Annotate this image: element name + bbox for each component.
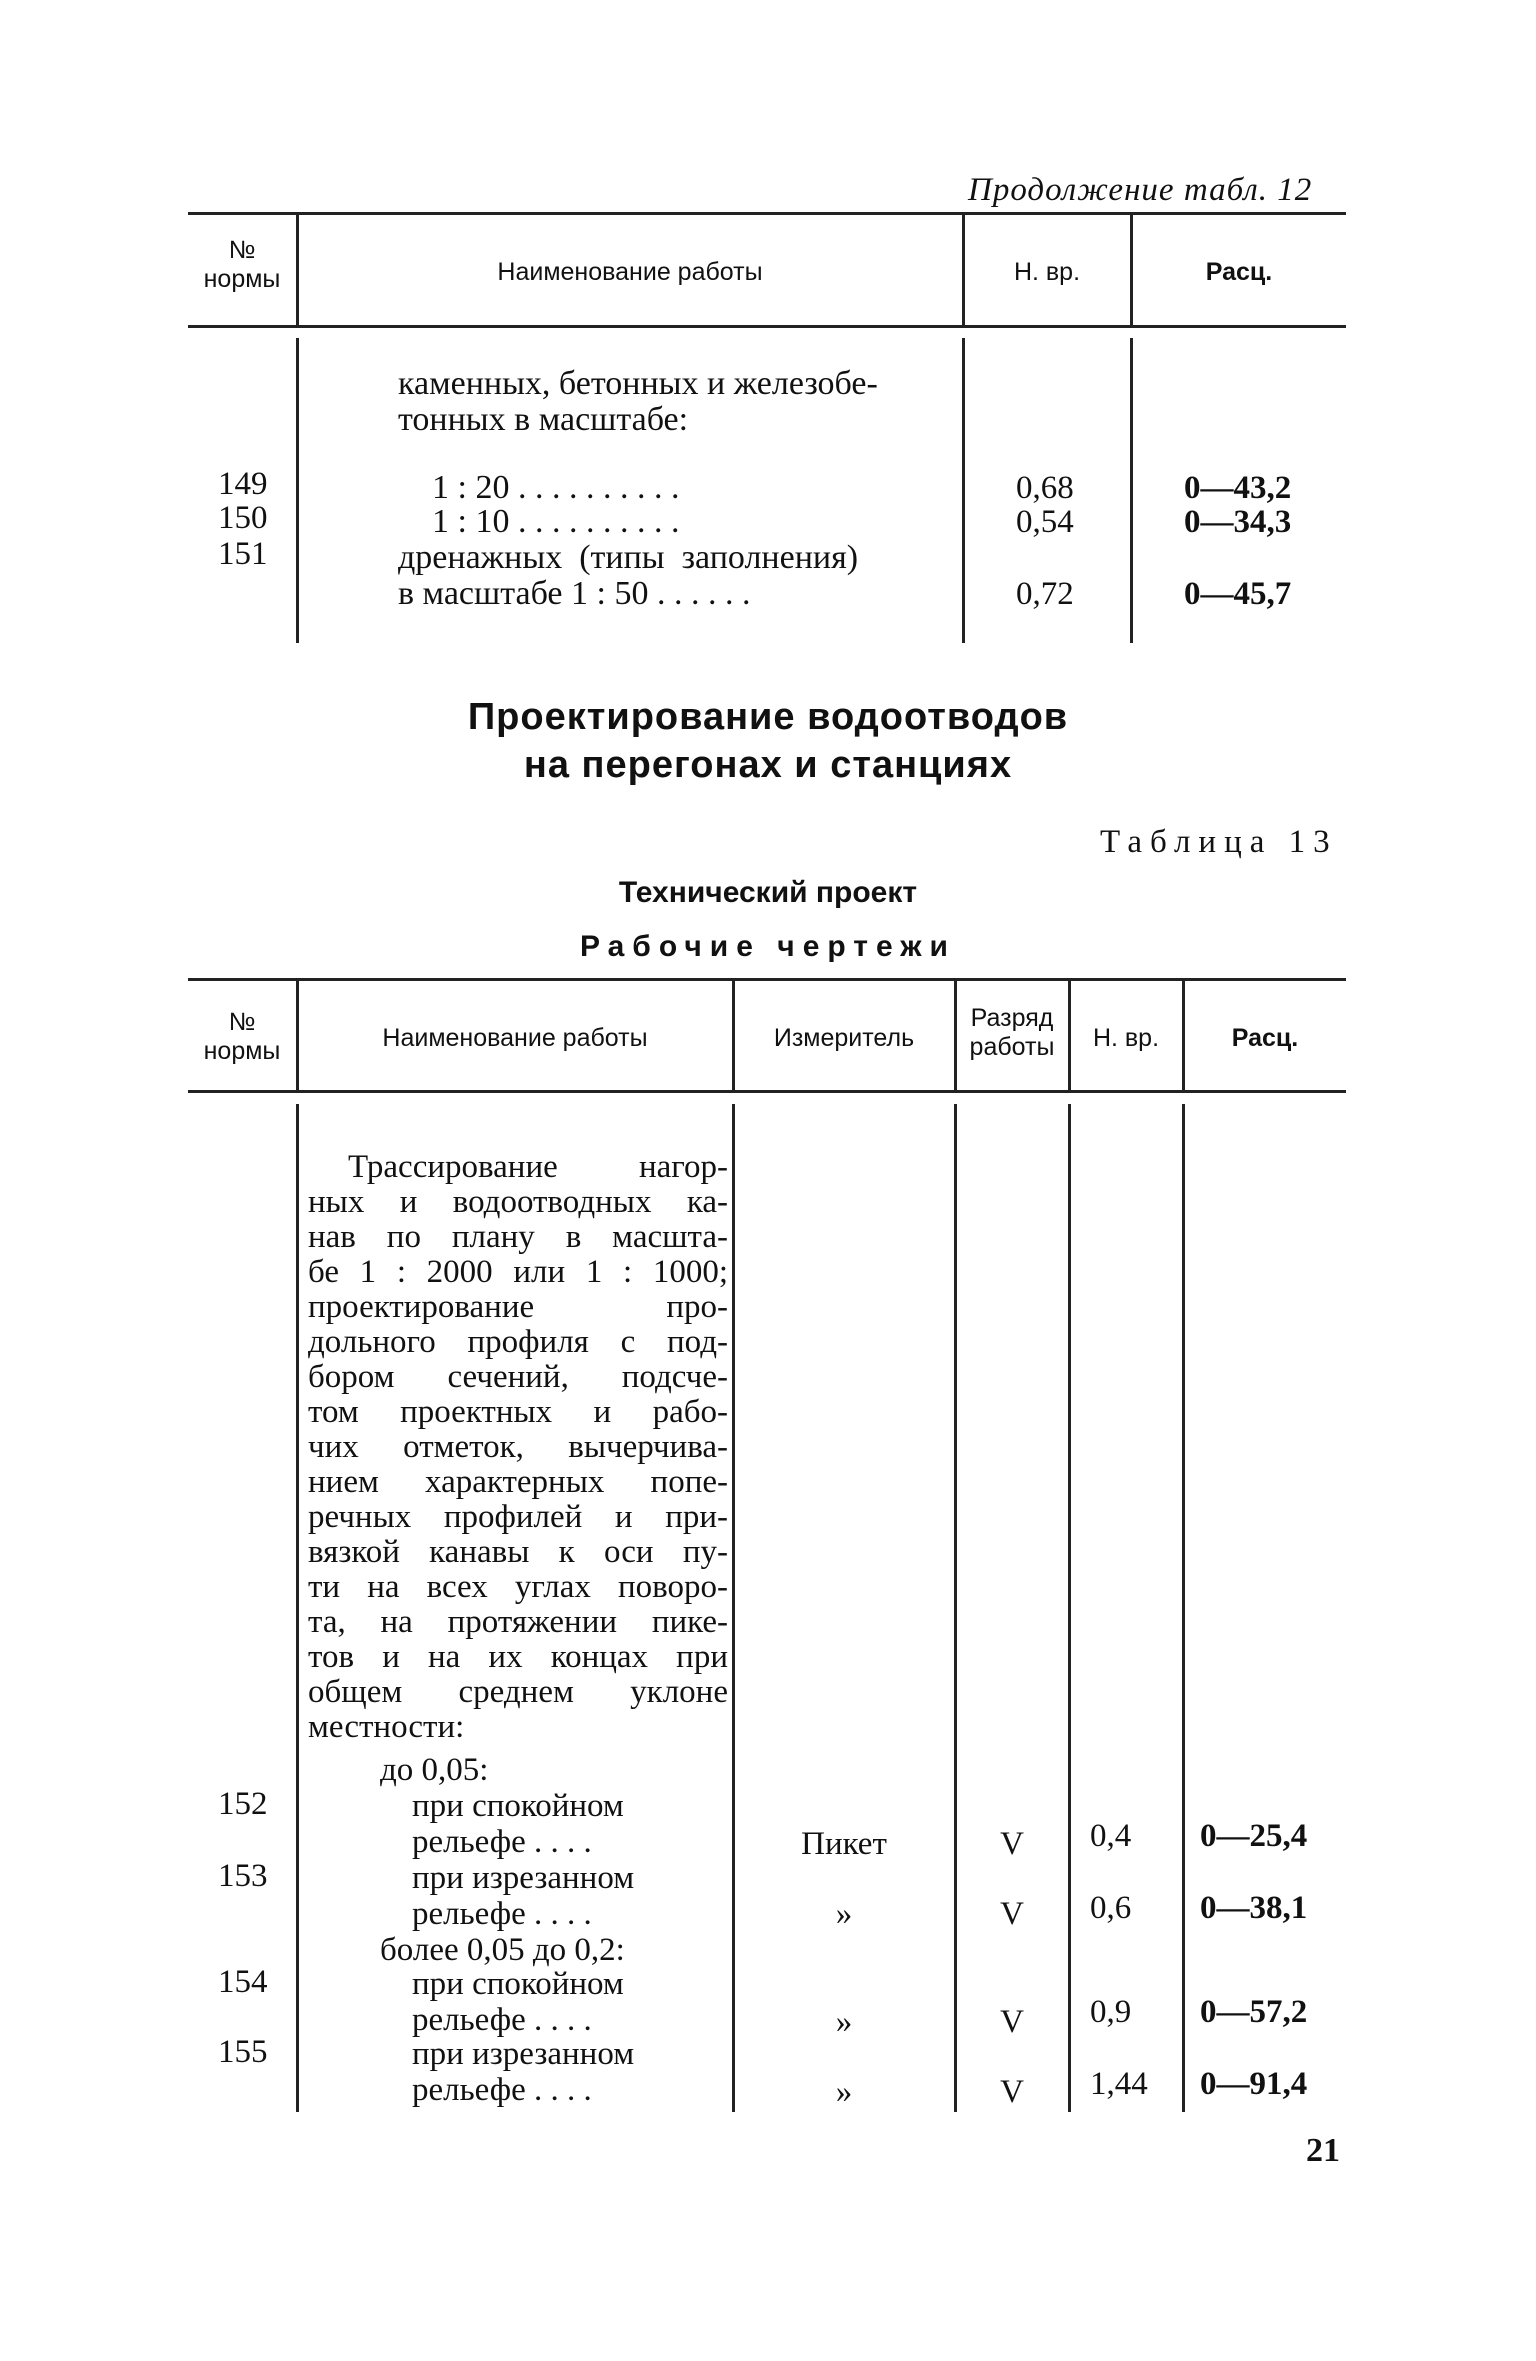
section-title-line-2: на перегонах и станциях [523,744,1013,786]
table12-row-149-label: 1 : 20 . . . . . . . . . . [432,469,680,506]
table13-row-154-meas: » [835,2004,853,2040]
description-line: тов и на их концах при [308,1639,728,1675]
table13-row-152-l2: рельефе . . . . [412,1824,592,1860]
table12-intro-line-2: тонных в масштабе: [398,401,689,438]
table13-row-152-rasc: 0—25,4 [1200,1818,1308,1854]
table12-row-151-rasc: 0—45,7 [1184,576,1292,612]
table13-row-152-hvr: 0,4 [1090,1818,1132,1854]
table13-top-rule [188,978,1346,981]
table13-row-154-grade: V [1000,2004,1024,2040]
table12-header-num: № нормы [203,236,281,293]
table12-row-149-hvr: 0,68 [1016,470,1074,506]
table12-row-151-label: дренажных (типы заполнения) [398,539,859,576]
table13-row-154-l2: рельефе . . . . [412,2002,592,2038]
table13-header-grade: Разряд работы [969,1004,1055,1061]
subtitle-technical-project: Технический проект [618,876,918,909]
table12-header-rasc: Расц. [1205,258,1273,286]
description-line: нием характерных попе- [308,1464,728,1500]
table12-header-hvr: Н. вр. [1013,258,1081,286]
table12-body-sep-1 [296,338,299,643]
table13-header-name: Наименование работы [382,1024,648,1052]
table13-body-sep-1 [296,1104,299,2112]
table13-row-154-rasc: 0—57,2 [1200,1994,1308,2030]
table12-row-149-no: 149 [218,466,268,502]
description-line: речных профилей и при- [308,1499,728,1535]
description-line: бором сечений, подсче- [308,1359,728,1395]
table13-row-154-l1: при спокойном [412,1966,624,2002]
table13-row-155-grade: V [1000,2074,1024,2110]
description-line: ных и водоотводных ка- [308,1184,728,1220]
table13-header-meas: Измеритель [773,1024,915,1052]
table13-header-rasc: Расц. [1231,1024,1299,1052]
table13-description [308,1150,728,1745]
table12-row-150-hvr: 0,54 [1016,504,1074,540]
description-line: чих отметок, вычерчива- [308,1429,728,1465]
table12-row-149-rasc: 0—43,2 [1184,470,1292,506]
table13-row-155-hvr: 1,44 [1090,2066,1148,2102]
table13-row-155-meas: » [835,2074,853,2110]
table12-body-sep-2 [962,338,965,643]
description-line: том проектных и рабо- [308,1394,728,1430]
table12-intro-line-1: каменных, бетонных и железобе- [398,365,878,402]
description-line: бе 1 : 2000 или 1 : 1000; [308,1254,728,1290]
table13-row-153-l1: при изрезанном [412,1860,635,1896]
table13-body-sep-5 [1182,1104,1185,2112]
description-line: та, на протяжении пике- [308,1604,728,1640]
description-line: нав по плану в масшта- [308,1219,728,1255]
table13-row-155-rasc: 0—91,4 [1200,2066,1308,2102]
table13-row-153-no: 153 [218,1858,268,1894]
table13-row-154-hvr: 0,9 [1090,1994,1132,2030]
description-line: вязкой канавы к оси пу- [308,1534,728,1570]
description-line: общем среднем уклоне [308,1674,728,1710]
table12-row-150-rasc: 0—34,3 [1184,504,1292,540]
description-line: ти на всех углах поворо- [308,1569,728,1605]
table12-header-name: Наименование работы [497,258,763,286]
table13-row-153-l2: рельефе . . . . [412,1896,592,1932]
table13-body-sep-2 [732,1104,735,2112]
table13-row-152-meas: Пикет [801,1826,887,1862]
table12-header-rule [188,325,1346,328]
table13-row-152-grade: V [1000,1826,1024,1862]
table13-row-155-no: 155 [218,2034,268,2070]
table12-top-rule [188,212,1346,215]
table13-row-152-no: 152 [218,1786,268,1822]
table13-row-155-l1: при изрезанном [412,2036,635,2072]
page-number: 21 [1306,2132,1340,2169]
table12-row-150-label: 1 : 10 . . . . . . . . . . [432,503,680,540]
table13-header-rule [188,1090,1346,1093]
table13-row-153-grade: V [1000,1896,1024,1932]
table13-row-153-hvr: 0,6 [1090,1890,1132,1926]
table12-row-151-hvr: 0,72 [1016,576,1074,612]
description-line: проектирование про- [308,1289,728,1325]
table13-body-sep-3 [954,1104,957,2112]
table13-row-155-l2: рельефе . . . . [412,2072,592,2108]
table12-row-151-no: 151 [218,536,268,572]
table13-group-2-label: более 0,05 до 0,2: [380,1932,625,1968]
table13-body-sep-4 [1068,1104,1071,2112]
table13-header-hvr: Н. вр. [1092,1024,1160,1052]
table13-row-152-l1: при спокойном [412,1788,624,1824]
description-line: Трассирование нагор- [348,1149,728,1185]
continuation-label: Продолжение табл. 12 [968,172,1313,208]
subtitle-working-drawings: Рабочие чертежи [579,930,956,963]
table-label: Таблица 13 [1100,824,1338,860]
table13-group-1-label: до 0,05: [380,1752,489,1788]
table13-row-153-meas: » [835,1896,853,1932]
table13-row-154-no: 154 [218,1964,268,2000]
table13-row-153-rasc: 0—38,1 [1200,1890,1308,1926]
table13-header-num: № нормы [203,1008,281,1065]
table12-body-sep-3 [1130,338,1133,643]
table12-row-150-no: 150 [218,500,268,536]
description-line: местности: [308,1709,465,1745]
description-line: дольного профиля с под- [308,1324,728,1360]
table12-row-151-label2: в масштабе 1 : 50 . . . . . . [398,575,751,612]
section-title-line-1: Проектирование водоотводов [467,696,1069,738]
